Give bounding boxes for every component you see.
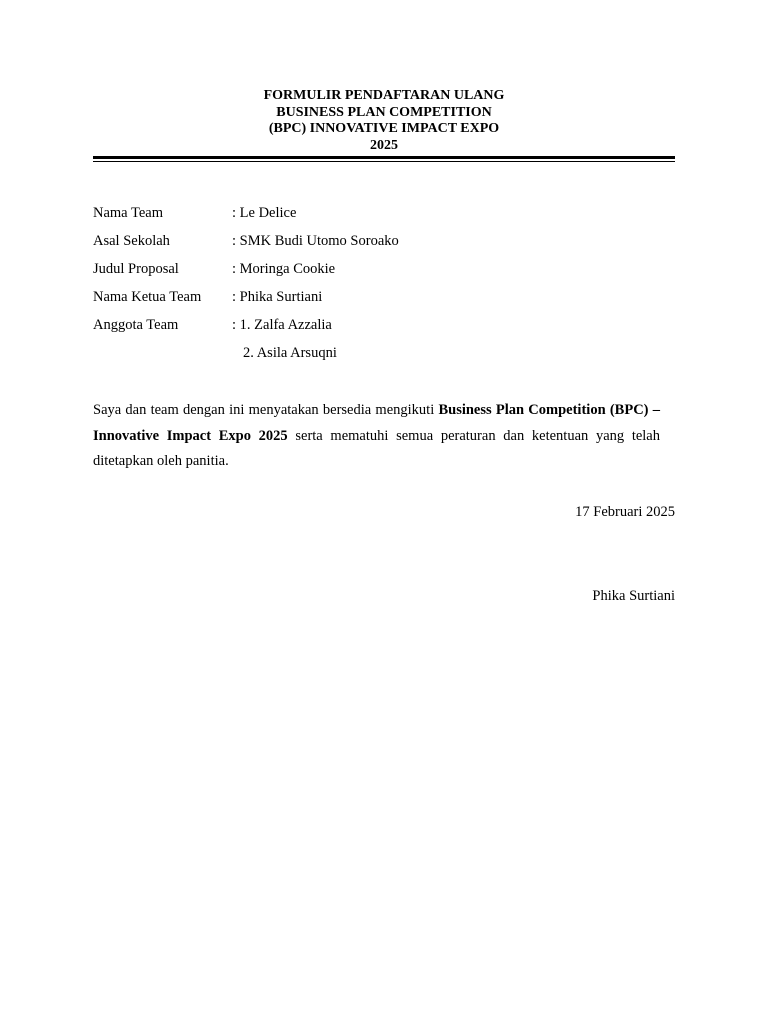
- title-line-3: (BPC) INNOVATIVE IMPACT EXPO: [268, 121, 500, 136]
- declaration-paragraph: [93, 398, 660, 475]
- field-value-member-2: 2. Asila Arsuqni: [243, 345, 337, 361]
- field-value-member-1: : 1. Zalfa Azzalia: [232, 317, 332, 333]
- field-value: : Moringa Cookie: [232, 261, 336, 277]
- field-label: Nama Ketua Team: [93, 289, 202, 305]
- field-label: Anggota Team: [93, 317, 179, 333]
- field-value: : SMK Budi Utomo Soroako: [232, 233, 399, 249]
- document-title: [93, 88, 675, 154]
- registration-fields: [93, 205, 675, 373]
- field-team-name: [93, 205, 675, 233]
- field-members-continued: [93, 345, 675, 373]
- declaration-text-part2: serta mematuhi semua peraturan dan ketentuan yang telah ditetapkan oleh panitia.: [93, 427, 660, 469]
- field-label: Nama Team: [93, 205, 163, 221]
- signature-date: 17 Februari 2025: [575, 504, 675, 520]
- field-label: Judul Proposal: [93, 261, 179, 277]
- field-value: : Phika Surtiani: [232, 289, 323, 305]
- declaration-text-part1: Saya dan team dengan ini menyatakan bersedia mengikuti: [93, 402, 439, 418]
- title-line-1: FORMULIR PENDAFTARAN ULANG: [263, 88, 505, 103]
- field-school: [93, 233, 675, 261]
- declaration-competition-name: Business Plan Competition (BPC) – Innovative Impact Expo 2025: [93, 402, 660, 444]
- signer-name: Phika Surtiani: [592, 588, 675, 604]
- field-members: [93, 317, 675, 345]
- title-line-4: 2025: [370, 137, 398, 153]
- field-leader: [93, 289, 675, 317]
- title-line-2: BUSINESS PLAN COMPETITION: [276, 104, 492, 120]
- header-rule-thin: [93, 161, 675, 162]
- header-rule-thick: [93, 156, 675, 159]
- field-value: : Le Delice: [232, 205, 297, 221]
- field-proposal: [93, 261, 675, 289]
- field-label: Asal Sekolah: [93, 233, 170, 249]
